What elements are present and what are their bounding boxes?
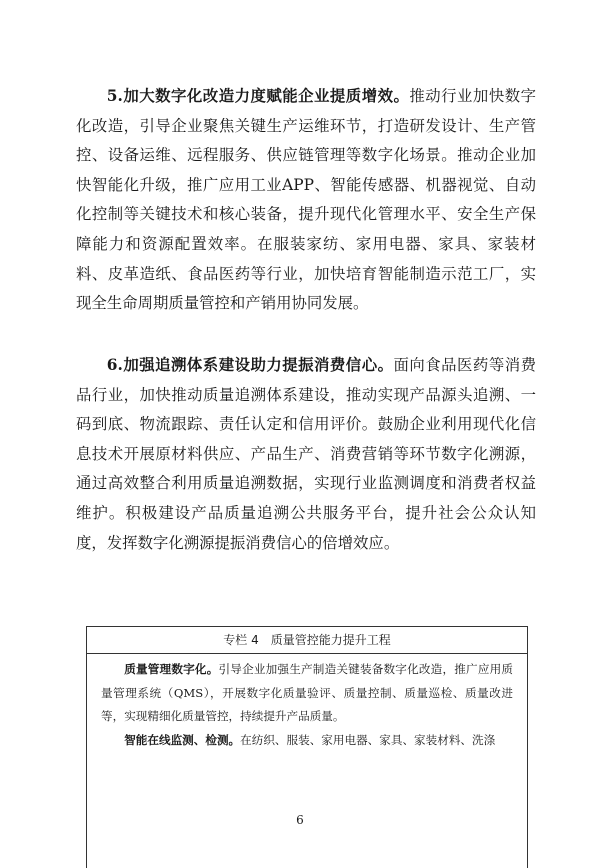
column-box-item-body: 在纺织、服装、家用电器、家具、家装材料、洗涤 — [240, 732, 496, 747]
column-box-title: 专栏 4 质量管控能力提升工程 — [87, 627, 527, 654]
column-box-item — [87, 658, 527, 729]
column-box-item-heading: 智能在线监测、检测。 — [124, 732, 241, 747]
paragraph-heading: 5.加大数字化改造力度赋能企业提质增效。 — [106, 87, 410, 105]
paragraph-heading: 6.加强追溯体系建设助力提振消费信心。 — [106, 356, 394, 374]
column-box — [86, 626, 528, 868]
paragraph-digital-transformation — [76, 82, 536, 319]
paragraph-body: 面向食品医药等消费品行业，加快推动质量追溯体系建设，推动实现产品源头追溯、一码到底、物流跟踪、责任认定和信用评价。鼓励企业利用现代化信息技术开展原材料供应、产品生产、消费营销等环节数字化溯源，通过高效整合利用质量追溯数据，实现行业监测调度和消费者权益维护。积极建设产品质量追溯公共服务平台，提升社会公众认知度，发挥数字化溯源提振消费信心的倍增效应。 — [76, 356, 536, 552]
paragraph-body: 推动行业加快数字化改造，引导企业聚焦关键生产运维环节，打造研发设计、生产管控、设备运维、远程服务、供应链管理等数字化场景。推动企业加快智能化升级，推广应用工业APP、智能传感器、机器视觉、自动化控制等关键技术和核心装备，提升现代化管理水平、安全生产保障能力和资源配置效率。在服装家纺、家用电器、家具、家装材料、皮革造纸、食品医药等行业，加快培育智能制造示范工厂，实现全生命周期质量管控和产销用协同发展。 — [76, 87, 536, 313]
paragraph-traceability-system — [76, 351, 536, 558]
column-box-item-body: 引导企业加强生产制造关键装备数字化改造，推广应用质量管理系统（QMS），开展数字化质量验评、质量控制、质量巡检、质量改进等，实现精细化质量管控，持续提升产品质量。 — [101, 662, 513, 723]
column-box-item — [87, 729, 527, 753]
page-number: 6 — [296, 813, 304, 827]
column-box-item-heading: 质量管理数字化。 — [124, 662, 219, 676]
